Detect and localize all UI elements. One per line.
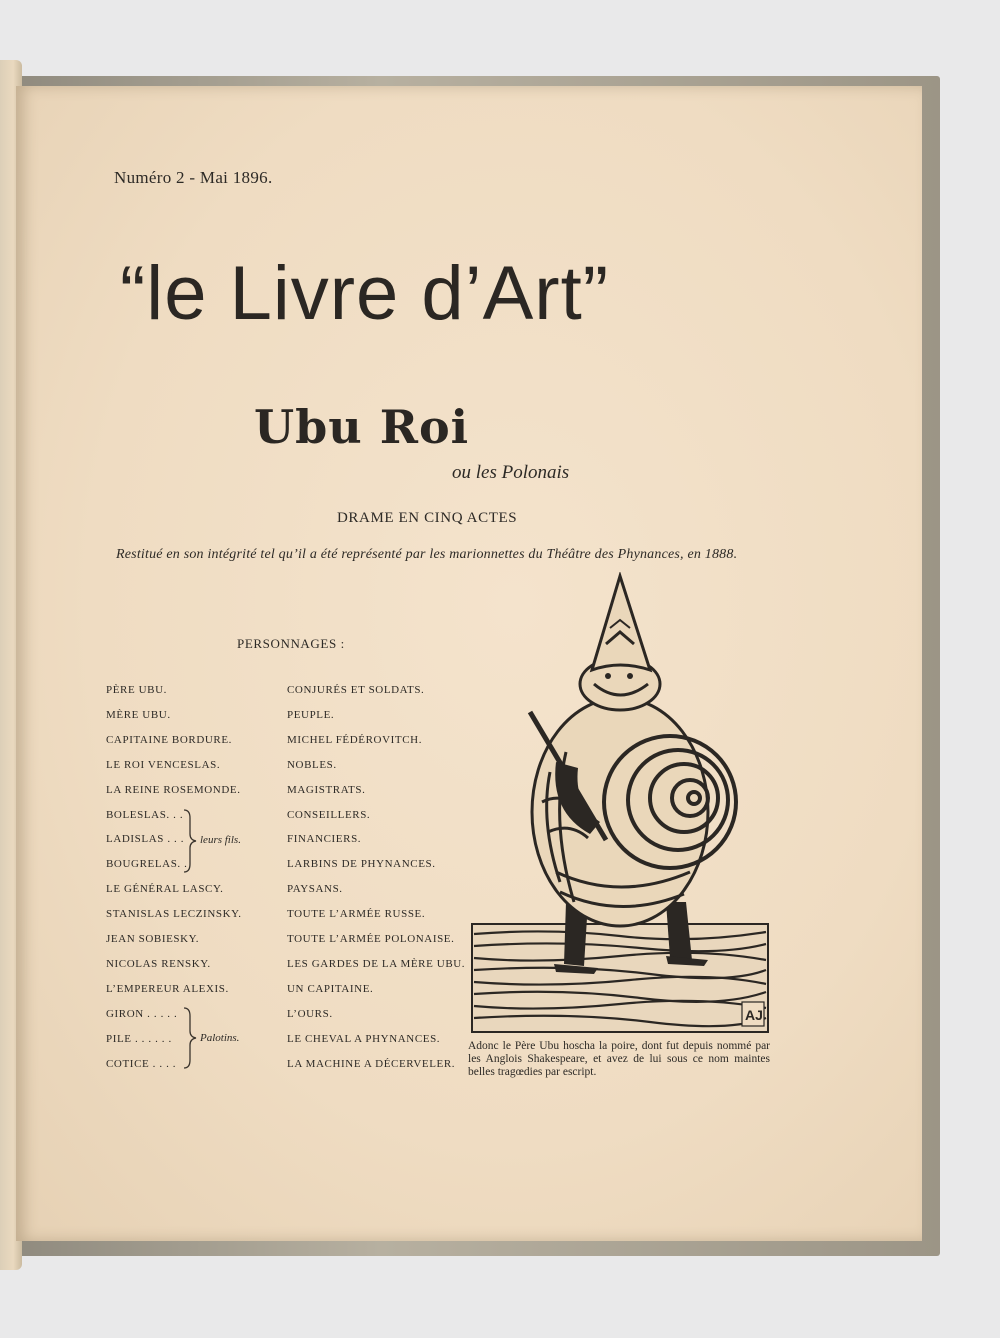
cast-member: CONJURÉS ET SOLDATS. — [287, 684, 425, 696]
cast-member: JEAN SOBIESKY. — [106, 933, 200, 945]
issue-line: Numéro 2 - Mai 1896. — [114, 168, 273, 187]
cast-member: GIRON . . . . . — [106, 1007, 178, 1020]
cast-member: LADISLAS . . . — [106, 833, 185, 846]
ubu-woodcut-illustration — [470, 572, 770, 1034]
cast-member: MICHEL FÉDÉROVITCH. — [287, 733, 423, 746]
cast-member: PÈRE UBU. — [106, 684, 168, 696]
cast-member: BOLESLAS. . . — [106, 808, 184, 821]
cast-member: PAYSANS. — [287, 883, 343, 896]
woodcut-monogram: AJ — [745, 1007, 763, 1023]
cast-member: LA REINE ROSEMONDE. — [106, 783, 241, 796]
cast-member: TOUTE L’ARMÉE POLONAISE. — [287, 933, 455, 945]
restitution-line: Restitué en son intégrité tel qu’il a été représenté par les marionnettes du Théâtre des Phynances, en 1888. — [116, 547, 738, 562]
journal-title: “le Livre d’Art” — [120, 251, 609, 336]
cast-heading: PERSONNAGES : — [237, 636, 345, 651]
cast-member: LE GÉNÉRAL LASCY. — [106, 883, 224, 896]
brace-note-palotins: Palotins. — [200, 1032, 240, 1044]
cast-member: STANISLAS LECZINSKY. — [106, 908, 242, 921]
cast-member: L’EMPEREUR ALEXIS. — [106, 982, 229, 995]
genre-line: DRAME EN CINQ ACTES — [337, 510, 518, 526]
cast-member: BOUGRELAS. . — [106, 858, 188, 871]
cast-member: LES GARDES DE LA MÈRE UBU. — [287, 957, 466, 970]
cast-member: LA MACHINE A DÉCERVELER. — [287, 1057, 456, 1070]
cast-member: UN CAPITAINE. — [287, 982, 374, 995]
cast-member: MAGISTRATS. — [287, 783, 366, 796]
cast-member: TOUTE L’ARMÉE RUSSE. — [287, 908, 426, 921]
cast-member: CONSEILLERS. — [287, 808, 371, 821]
woodcut-caption: Adonc le Père Ubu hoscha la poire, dont fut depuis nommé par les Anglois Shakespeare, et avez de lui sous ce nom maintes belles tragœdies par escript. — [468, 1040, 770, 1078]
cast-member: FINANCIERS. — [287, 833, 362, 846]
cast-member: NICOLAS RENSKY. — [106, 957, 211, 970]
brace-palotins — [180, 1006, 200, 1070]
cast-member: CAPITAINE BORDURE. — [106, 733, 233, 746]
brace-note-sons: leurs fils. — [200, 834, 241, 846]
cast-member: NOBLES. — [287, 758, 337, 771]
cast-member: MÈRE UBU. — [106, 708, 171, 721]
play-subtitle: ou les Polonais — [452, 462, 570, 483]
cast-member: LE CHEVAL A PHYNANCES. — [287, 1032, 441, 1045]
brace-sons — [180, 808, 200, 874]
cast-member: LARBINS DE PHYNANCES. — [287, 858, 436, 871]
cast-member: LE ROI VENCESLAS. — [106, 758, 221, 771]
play-title: Ubu Roi — [254, 400, 470, 454]
cast-member: L’OURS. — [287, 1007, 333, 1020]
cast-member: PEUPLE. — [287, 708, 335, 721]
cast-member: COTICE . . . . — [106, 1057, 177, 1070]
cast-member: PILE . . . . . . — [106, 1032, 172, 1045]
